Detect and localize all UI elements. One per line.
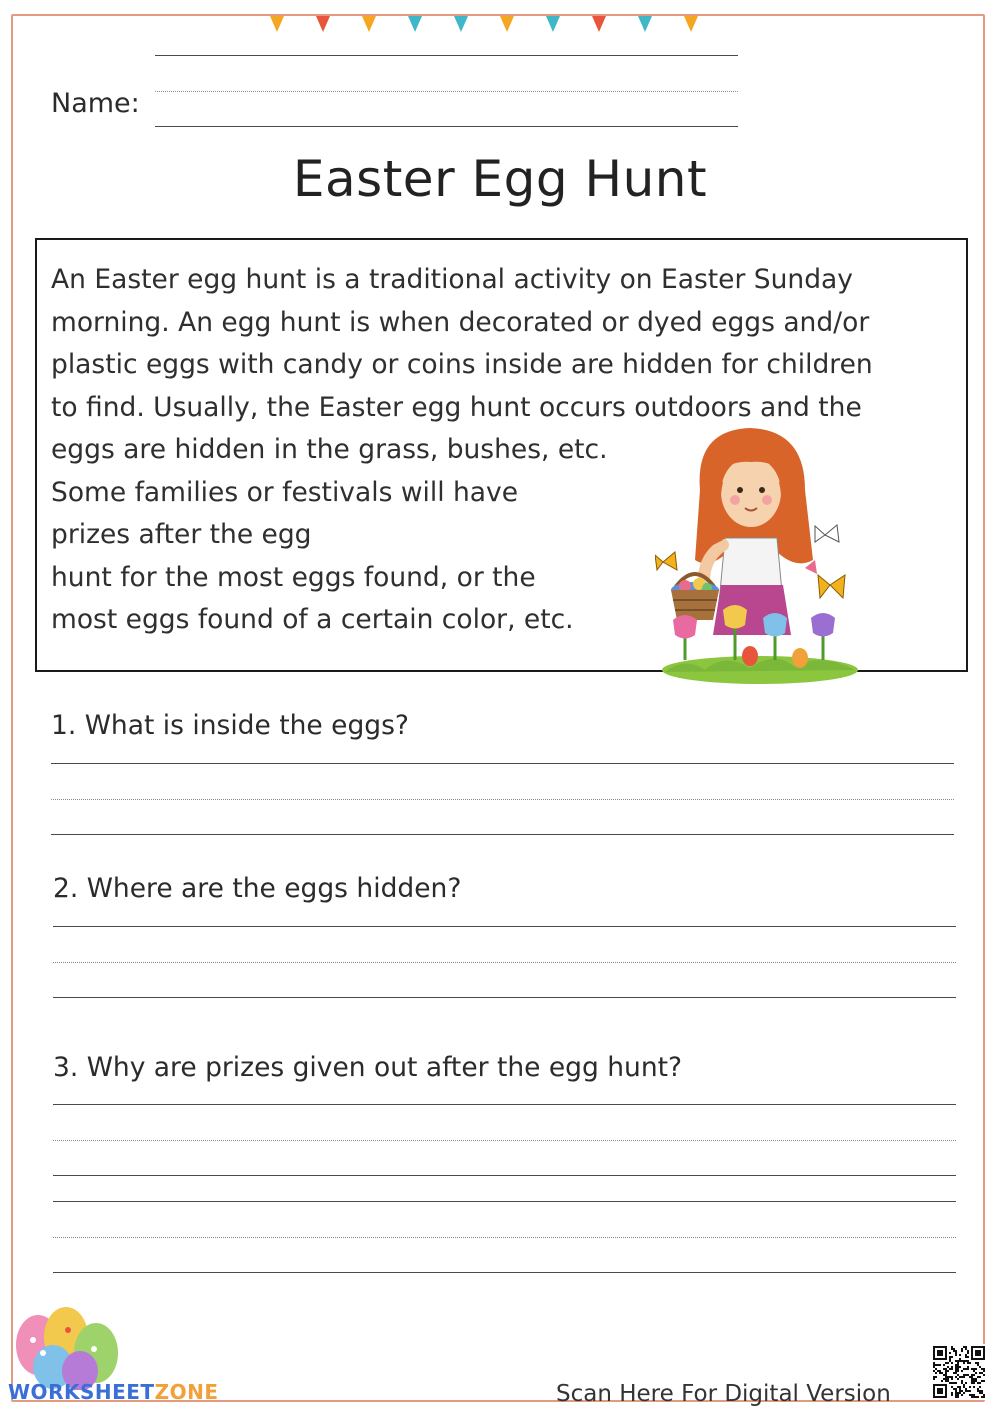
brand-zone: ZONE <box>154 1380 219 1404</box>
passage-line: most eggs found of a certain color, etc. <box>51 604 574 635</box>
passage-line: hunt for the most eggs found, or the <box>51 561 536 593</box>
bunting-flags-icon <box>260 10 740 50</box>
answer-line[interactable] <box>51 763 954 764</box>
answer-guide-line <box>53 962 956 963</box>
bunting-flag <box>408 16 422 32</box>
question-3: 3. Why are prizes given out after the egg hunt? <box>53 1052 683 1083</box>
brand-logo <box>8 1380 218 1404</box>
bunting-flag <box>638 16 652 32</box>
bunting-flag <box>362 16 376 32</box>
answer-line[interactable] <box>53 1272 956 1273</box>
passage-line: An Easter egg hunt is a traditional activity on Easter Sunday <box>51 264 853 295</box>
brand-worksheet: WORKSHEET <box>8 1380 155 1404</box>
easter-eggs-icon <box>8 1305 133 1390</box>
passage-line: eggs are hidden in the grass, bushes, etc. <box>51 434 608 465</box>
name-label: Name: <box>51 88 140 119</box>
bunting-flag <box>592 16 606 32</box>
answer-line[interactable] <box>53 1201 956 1202</box>
bunting-flag <box>546 16 560 32</box>
bunting-flag <box>270 16 284 32</box>
answer-guide-line <box>51 799 954 800</box>
question-2: 2. Where are the eggs hidden? <box>53 873 462 904</box>
bunting-flag <box>684 16 698 32</box>
bunting-flag <box>454 16 468 32</box>
name-field[interactable] <box>155 126 738 127</box>
scan-text: Scan Here For Digital Version <box>556 1381 891 1407</box>
qr-code-icon[interactable] <box>931 1344 987 1400</box>
answer-guide-line <box>53 1140 956 1141</box>
answer-line[interactable] <box>53 1175 956 1176</box>
passage-line: plastic eggs with candy or coins inside are hidden for children <box>51 349 873 380</box>
page-frame <box>11 14 985 1402</box>
passage-line: Some families or festivals will have <box>51 476 519 508</box>
bunting-flag <box>500 16 514 32</box>
answer-line[interactable] <box>53 1104 956 1105</box>
answer-line[interactable] <box>51 834 954 835</box>
passage-line: morning. An egg hunt is when decorated or dyed eggs and/or <box>51 306 870 338</box>
girl-with-easter-basket-icon <box>655 420 865 685</box>
name-line-top <box>155 55 738 56</box>
answer-guide-line <box>53 1237 956 1238</box>
page-title: Easter Egg Hunt <box>292 150 708 208</box>
bunting-flag <box>316 16 330 32</box>
question-1: 1. What is inside the eggs? <box>51 710 409 741</box>
answer-line[interactable] <box>53 926 956 927</box>
answer-line[interactable] <box>53 997 956 998</box>
passage-line: to find. Usually, the Easter egg hunt occurs outdoors and the <box>51 391 862 423</box>
name-line-mid <box>155 91 738 92</box>
passage-line: prizes after the egg <box>51 519 312 550</box>
